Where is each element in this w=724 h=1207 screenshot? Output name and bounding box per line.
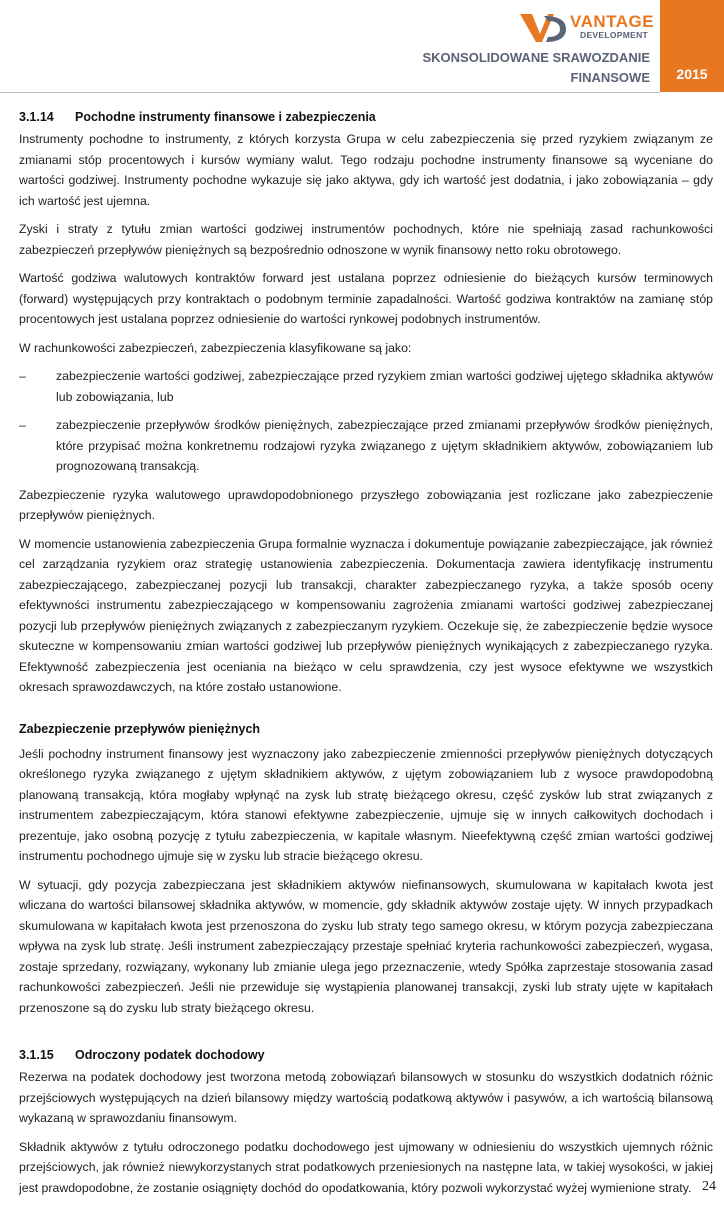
page-content xyxy=(19,108,713,1206)
vd-logo-icon xyxy=(518,10,570,46)
paragraph: Zabezpieczenie ryzyka walutowego uprawdopodobnionego przyszłego zobowiązania jest rozliczane jako zabezpieczenie przepływów pieniężnych. xyxy=(19,487,713,522)
header-divider xyxy=(0,92,660,93)
paragraph: Wartość godziwa walutowych kontraktów forward jest ustalana poprzez odniesienie do bieżących kursów terminowych (forward) występujących przy kontraktach o podobnym terminie zapadalności. Wartość godziwa kontraktów na zamianę stóp procentowych jest ustalana poprzez odniesienie do wartości rynkowej podobnych instrumentów. xyxy=(19,271,713,326)
section-number: 3.1.15 xyxy=(19,1048,54,1062)
page-header xyxy=(0,0,724,92)
report-title xyxy=(422,48,650,88)
report-title-line-2: FINANSOWE xyxy=(570,70,650,85)
list-item-text: zabezpieczenie przepływów środków pieniężnych, zabezpieczające przed zmianami przepływów środków pieniężnych, które przypisać można konkretnemu rodzajowi ryzyka związanego z ujętym składnikiem aktywów, zobowiązaniem lub prognozowaną transakcją. xyxy=(56,418,713,473)
hedge-types-list xyxy=(19,366,713,477)
paragraph: Instrumenty pochodne to instrumenty, z których korzysta Grupa w celu zabezpieczenia się przed ryzykiem związanym ze zmianami stóp procentowych i kursów wymiany walut. Tego rodzaju pochodne instrumenty finansowe są wyceniane do wartości godziwej. Instrumenty pochodne wykazuje się jako aktywa, gdy ich wartość jest dodatnia, i jako zobowiązania – gdy ich wartość jest ujemna. xyxy=(19,132,713,208)
list-item xyxy=(19,415,713,477)
section-heading-3-1-14 xyxy=(19,108,713,126)
logo-brand-text: VANTAGE xyxy=(570,12,655,31)
dash-bullet: – xyxy=(19,418,26,432)
section-title: Odroczony podatek dochodowy xyxy=(75,1048,265,1062)
dash-bullet: – xyxy=(19,369,26,383)
report-title-line-1: SKONSOLIDOWANE SRAWOZDANIE xyxy=(422,50,650,65)
list-item xyxy=(19,366,713,407)
paragraph: Jeśli pochodny instrument finansowy jest wyznaczony jako zabezpieczenie zmienności przepływów pieniężnych dotyczących określonego ryzyka związanego z ujętym składnikiem aktywów, z ujętym zobowiązaniem lub z wysoce prawdopodobną planowaną transakcją, która mogłaby wpłynąć na zysk lub stratę bieżącego okresu, część zysków lub strat związanych z instrumentem zabezpieczającym, która stanowi efektywne zabezpieczenie, ujmuje się w innych całkowitych dochodach i prezentuje, jako osobną pozycję z tytułu zabezpieczenia, w kapitale własnym. Nieefektywną część zmian wartości godziwej instrumentu pochodnego ujmuje się w zysku lub stracie bieżącego okresu. xyxy=(19,746,713,863)
logo-subtitle-text: DEVELOPMENT xyxy=(580,30,649,40)
section-title: Pochodne instrumenty finansowe i zabezpieczenia xyxy=(75,110,376,124)
paragraph: Zyski i straty z tytułu zmian wartości godziwej instrumentów pochodnych, które nie spełniają zasad rachunkowości zabezpieczeń przepływów pieniężnych są bezpośrednio odnoszone w wynik finansowy netto roku obrotowego. xyxy=(19,222,713,257)
page-number: 24 xyxy=(702,1179,716,1194)
year-badge xyxy=(660,0,724,92)
section-heading-3-1-15 xyxy=(19,1046,713,1064)
paragraph: Składnik aktywów z tytułu odroczonego podatku dochodowego jest ujmowany w odniesieniu do wszystkich ujemnych różnic przejściowych, jak również niewykorzystanych strat podatkowych przeniesionych na następne lata, w takiej wysokości, w jakiej jest prawdopodobne, że zostanie osiągnięty dochód do opodatkowania, który pozwoli wykorzystać wyżej wymienione straty. xyxy=(19,1139,713,1195)
paragraph: W momencie ustanowienia zabezpieczenia Grupa formalnie wyznacza i dokumentuje powiązanie zabezpieczające, jak również cel zarządzania ryzykiem oraz strategię ustanowienia zabezpieczenia. Dokumentacja zawiera identyfikację instrumentu zabezpieczającego, zabezpieczanej pozycji lub transakcji, charakter zabezpieczanego ryzyka, a także sposób oceny efektywności instrumentu zabezpieczającego w kompensowaniu zagrożenia zmianami wartości godziwej zabezpieczanej pozycji lub przepływów pieniężnych związanych z zabezpieczanym ryzykiem. Oczekuje się, że zabezpieczenie będzie wysoce skuteczne w kompensowaniu zmian wartości godziwej lub przepływów pieniężnych wynikających z zabezpieczanego ryzyka. Efektywność zabezpieczenia jest oceniania na bieżąco w celu sprawdzenia, czy jest wysoce efektywne we wszystkich okresach sprawozdawczych, na które zostało ustanowione. xyxy=(19,536,713,694)
company-logo xyxy=(518,10,655,46)
list-item-text: zabezpieczenie wartości godziwej, zabezpieczające przed ryzykiem zmian wartości godziwej ujętego składnika aktywów lub zobowiązania, lub xyxy=(56,369,713,404)
paragraph: W rachunkowości zabezpieczeń, zabezpieczenia klasyfikowane są jako: xyxy=(19,340,412,355)
paragraph: Rezerwa na podatek dochodowy jest tworzona metodą zobowiązań bilansowych w stosunku do wszystkich dodatnich różnic przejściowych występujących na dzień bilansowy między wartością podatkową aktywów i pasywów, a ich wartością bilansową wykazaną w sprawozdaniu finansowym. xyxy=(19,1070,713,1125)
year-label: 2015 xyxy=(676,66,708,82)
section-number: 3.1.14 xyxy=(19,110,54,124)
paragraph: W sytuacji, gdy pozycja zabezpieczana jest składnikiem aktywów niefinansowych, skumulowana w kapitałach kwota jest wliczana do wartości bilansowej składnika aktywów, w momencie, gdy składnik aktywów zostaje ujęty. W innych przypadkach skumulowana w kapitałach kwota jest przenoszona do zysku lub straty tego samego okresu, w którym pozycja zabezpieczana wpływa na zysk lub stratę. Jeśli instrument zabezpieczający przestaje spełniać kryteria rachunkowości zabezpieczeń, wygasa, zostaje sprzedany, rozwiązany, wykonany lub zmianie ulega jego przeznaczenie, wtedy Spółka zaprzestaje stosowania zasad rachunkowości zabezpieczeń. Jeśli nie przewiduje się wystąpienia planowanej transakcji, zyski lub straty ujęte w kapitałach przenoszone są do zysku lub straty bieżącego okresu. xyxy=(19,877,713,1015)
subsection-heading-cash-flow-hedge: Zabezpieczenie przepływów pieniężnych xyxy=(19,721,261,736)
